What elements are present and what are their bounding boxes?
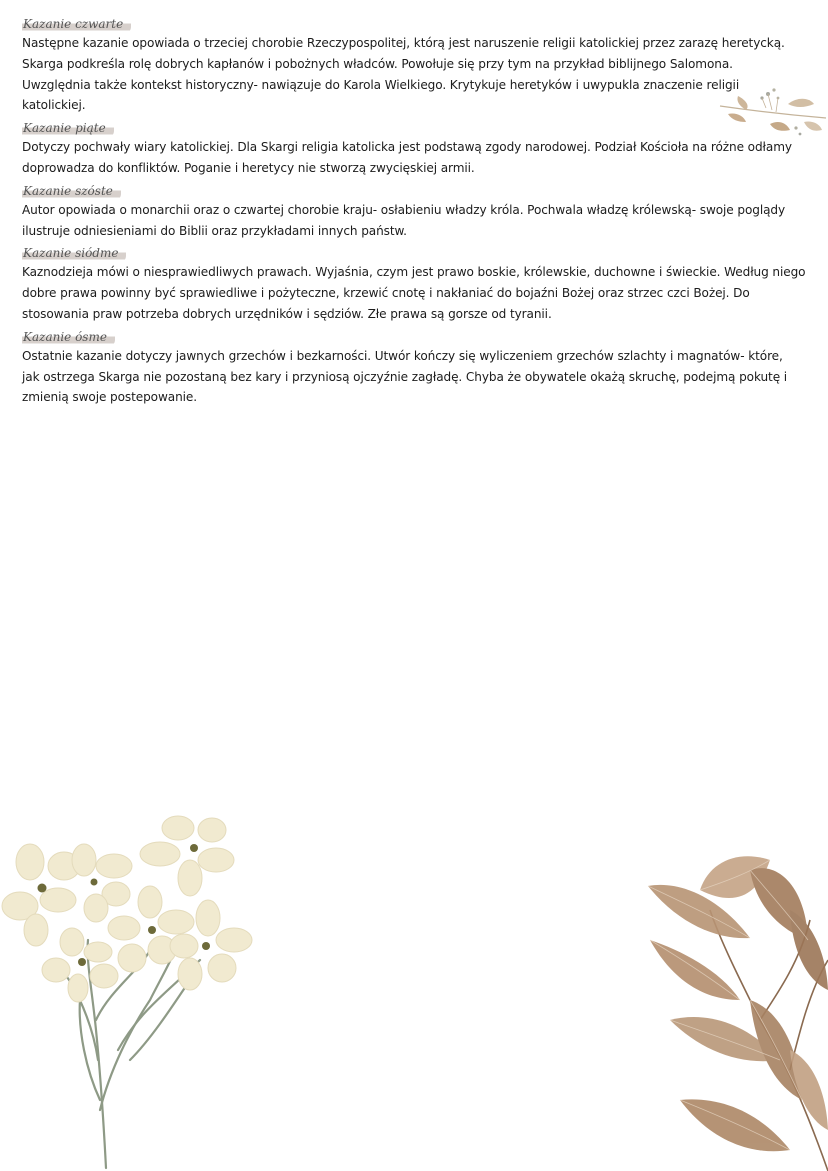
section-heading: Kazanie ósme: [22, 329, 115, 346]
body-line: zmienią swoje postepowanie.: [22, 390, 197, 405]
cream-flowers-icon: [0, 810, 260, 1171]
section-kazanie-osme: [22, 326, 812, 408]
section-heading: Kazanie szóste: [22, 183, 121, 200]
body-line: Kaznodzieja mówi o niesprawiedliwych prawach. Wyjaśnia, czym jest prawo boskie, królewskie, duchowne i świeckie. Według niego: [22, 265, 806, 280]
section-kazanie-czwarte: [22, 13, 812, 116]
floral-sprig-icon: [718, 84, 828, 140]
body-line: stosowania praw potrzeba dobrych urzędników i sędziów. Złe prawa są gorsze od tyranii.: [22, 306, 552, 321]
body-line: Skarga podkreśla rolę dobrych kapłanów i pobożnych władców. Powołuje się przy tym na przykład biblijnego Salomona.: [22, 56, 733, 71]
document-content: [22, 13, 812, 409]
section-body: [22, 346, 812, 408]
body-line: doprowadza do konfliktów. Poganie i heretycy nie stworzą zwycięskiej armii.: [22, 160, 475, 175]
body-line: jak ostrzega Skarga nie pozostaną bez kary i przyniosą ojczyźnie zagładę. Chyba że obywatele okażą skruchę, podejmą pokutę i: [22, 369, 788, 384]
body-line: Uwzględnia także kontekst historyczny- nawiązuje do Karola Wielkiego. Krytykuje heretyków i uwypukla znaczenie religii: [22, 77, 740, 92]
section-heading: Kazanie czwarte: [22, 16, 131, 33]
section-heading: Kazanie siódme: [22, 245, 126, 262]
section-kazanie-szoste: [22, 180, 812, 242]
body-line: katolickiej.: [22, 98, 86, 113]
section-body: [22, 137, 812, 179]
section-body: [22, 200, 812, 242]
body-line: Następne kazanie opowiada o trzeciej chorobie Rzeczypospolitej, którą jest naruszenie religii katolickiej przez zarazę heretycką.: [22, 36, 785, 50]
brown-leaves-icon: [640, 850, 828, 1171]
body-line: dobre prawa powinny być sprawiedliwe i pożyteczne, krzewić cnotę i nakłaniać do bojaźni Bożej oraz strzec czci Bożej. Do: [22, 286, 750, 301]
section-kazanie-piate: [22, 117, 812, 179]
body-line: ilustruje odniesieniami do Biblii oraz przykładami innych państw.: [22, 223, 407, 238]
body-line: Ostatnie kazanie dotyczy jawnych grzechów i bezkarności. Utwór kończy się wyliczeniem grzechów szlachty i magnatów- które,: [22, 348, 783, 363]
body-line: Autor opowiada o monarchii oraz o czwartej chorobie kraju- osłabieniu władzy króla. Pochwala władzę królewską- swoje poglądy: [22, 202, 786, 217]
section-heading: Kazanie piąte: [22, 120, 114, 137]
body-line: Dotyczy pochwały wiary katolickiej. Dla Skargi religia katolicka jest podstawą zgody narodowej. Podział Kościoła na różne odłamy: [22, 140, 792, 155]
section-kazanie-siodme: [22, 242, 812, 324]
section-body: [22, 33, 812, 116]
section-body: [22, 262, 812, 324]
